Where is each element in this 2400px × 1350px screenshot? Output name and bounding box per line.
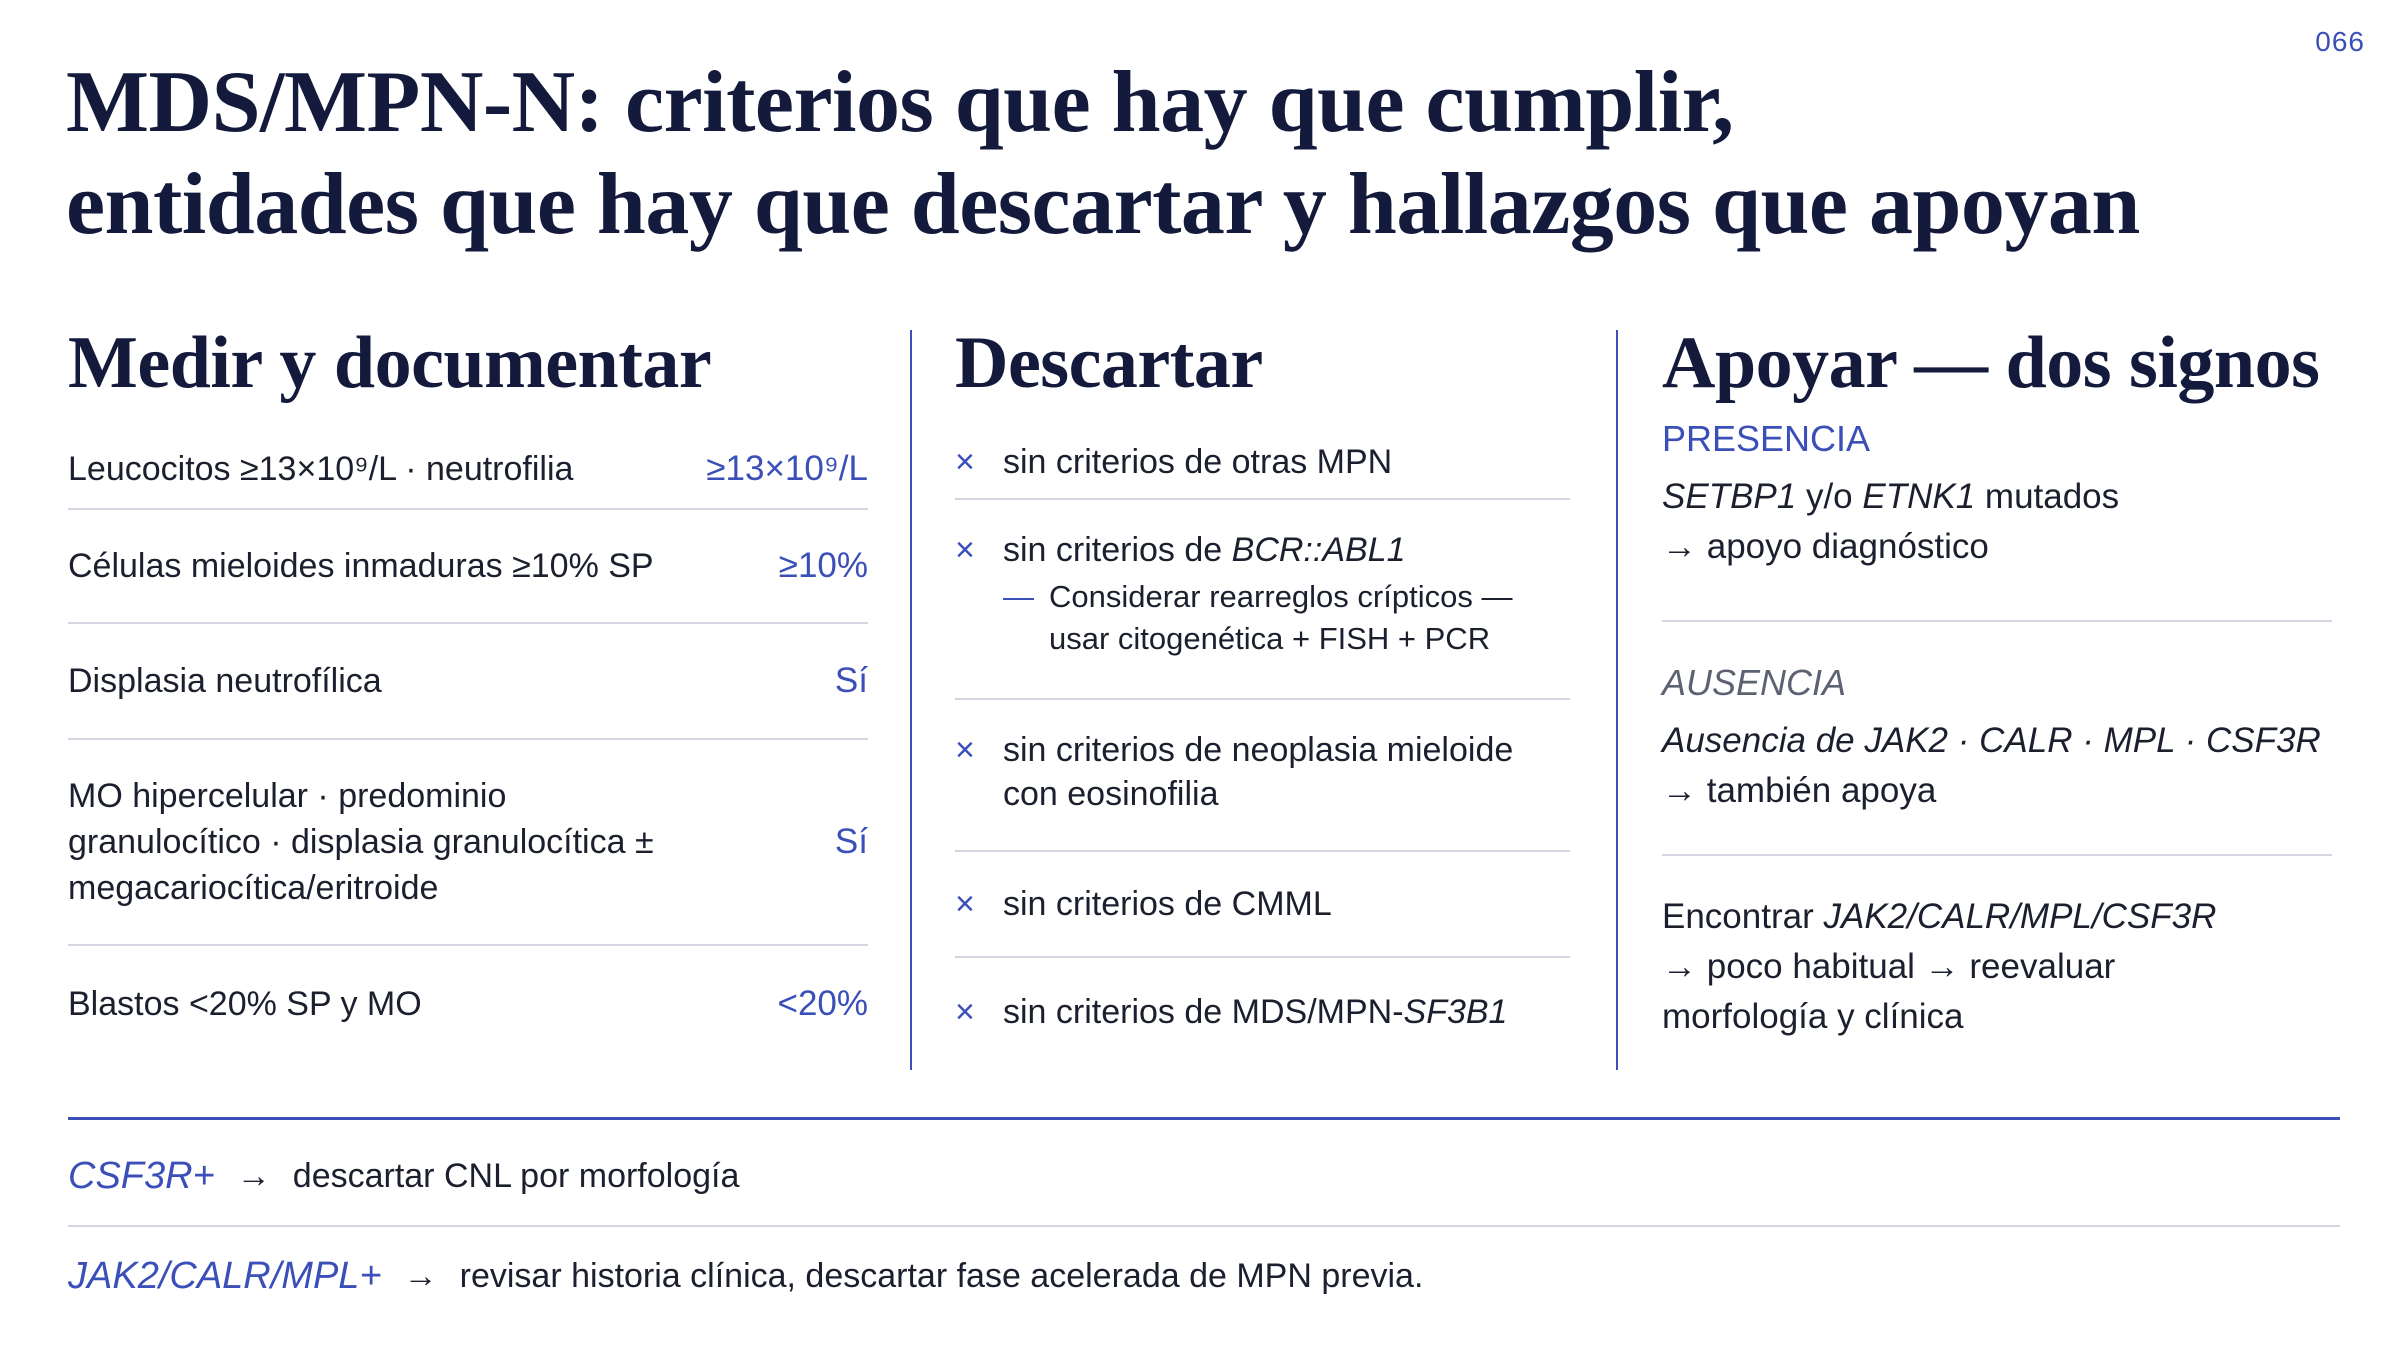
title-line-1: MDS/MPN-N: criterios que hay que cumplir, bbox=[66, 54, 1734, 151]
presence-label: PRESENCIA bbox=[1662, 418, 1871, 459]
exclusion-subnote: Considerar rearreglos crípticos — usar citogenética + FISH + PCR bbox=[1049, 579, 1513, 656]
footnote-key: CSF3R+ bbox=[68, 1154, 215, 1197]
exclusion-item bbox=[955, 426, 1570, 500]
criteria-label: MO hipercelular · predominio granulocítico · displasia granulocítica ± megacariocítica/eritroide bbox=[68, 777, 654, 907]
dash-icon: — bbox=[1003, 579, 1034, 614]
absence-label: AUSENCIA bbox=[1662, 662, 1847, 703]
exclusion-text: sin criterios de CMML bbox=[1003, 885, 1332, 923]
cross-icon: × bbox=[955, 993, 975, 1031]
absence-block bbox=[1662, 622, 2332, 856]
exclusion-item bbox=[955, 852, 1570, 958]
criteria-value: Sí bbox=[834, 661, 868, 700]
page-title bbox=[66, 52, 2306, 256]
exclusion-item bbox=[955, 500, 1570, 700]
criteria-value: <20% bbox=[777, 984, 868, 1023]
presence-text: mutados bbox=[1975, 477, 2120, 516]
column-divider bbox=[1616, 330, 1618, 1070]
criteria-row bbox=[68, 740, 868, 946]
gene-name: SETBP1 bbox=[1662, 477, 1797, 516]
exclude-heading: Descartar bbox=[955, 322, 1263, 404]
title-line-2: entidades que hay que descartar y hallazgos que apoyan bbox=[66, 156, 2140, 253]
criteria-label: Células mieloides inmaduras ≥10% SP bbox=[68, 547, 654, 585]
criteria-label: Displasia neutrofílica bbox=[68, 662, 382, 700]
arrow-icon: → bbox=[236, 1156, 271, 1195]
footnote-key: JAK2/CALR/MPL+ bbox=[68, 1254, 382, 1297]
presence-block bbox=[1662, 416, 2332, 622]
criteria-value: ≥13×10⁹/L bbox=[706, 449, 868, 488]
measure-column bbox=[68, 318, 868, 1062]
support-heading: Apoyar — dos signos bbox=[1662, 322, 2320, 404]
criteria-row bbox=[68, 946, 868, 1062]
footnote bbox=[68, 1250, 2340, 1302]
measure-heading: Medir y documentar bbox=[68, 322, 712, 404]
absence-text: Ausencia de JAK2 · CALR · MPL · CSF3R bbox=[1662, 721, 2321, 760]
footnote-divider bbox=[68, 1225, 2340, 1227]
unexpected-finding-block bbox=[1662, 856, 2332, 1042]
gene-name: JAK2/CALR/MPL/CSF3R bbox=[1823, 897, 2217, 936]
criteria-row bbox=[68, 430, 868, 510]
arrow-icon: → bbox=[403, 1256, 438, 1295]
exclude-column bbox=[955, 318, 1570, 1066]
footnote-text: revisar historia clínica, descartar fase acelerada de MPN previa. bbox=[459, 1256, 1424, 1295]
absence-conclusion: → también apoya bbox=[1662, 771, 1937, 810]
exclusion-item bbox=[955, 700, 1570, 852]
criteria-row bbox=[68, 510, 868, 624]
cross-icon: × bbox=[955, 443, 975, 481]
criteria-label: Leucocitos ≥13×10⁹/L · neutrofilia bbox=[68, 450, 574, 488]
exclusion-item bbox=[955, 958, 1570, 1066]
finding-line: morfología y clínica bbox=[1662, 997, 1964, 1036]
criteria-value: Sí bbox=[834, 822, 868, 861]
criteria-value: ≥10% bbox=[778, 546, 868, 585]
exclusion-text: sin criterios de MDS/MPN- bbox=[1003, 993, 1404, 1031]
exclusion-text: sin criterios de otras MPN bbox=[1003, 443, 1393, 481]
cross-icon: × bbox=[955, 531, 975, 569]
gene-name: SF3B1 bbox=[1403, 993, 1508, 1031]
column-divider bbox=[910, 330, 912, 1070]
bottom-divider bbox=[68, 1117, 2340, 1120]
gene-name: BCR::ABL1 bbox=[1231, 531, 1406, 569]
gene-name: ETNK1 bbox=[1862, 477, 1976, 516]
exclusion-text: sin criterios de neoplasia mieloide con eosinofilia bbox=[1003, 731, 1514, 813]
finding-line: → poco habitual → reevaluar bbox=[1662, 947, 2116, 986]
criteria-label: Blastos <20% SP y MO bbox=[68, 985, 422, 1023]
presence-conclusion: → apoyo diagnóstico bbox=[1662, 527, 1989, 566]
cross-icon: × bbox=[955, 885, 975, 923]
exclusion-text: sin criterios de bbox=[1003, 531, 1232, 569]
footnote bbox=[68, 1150, 2340, 1202]
criteria-row bbox=[68, 624, 868, 740]
page-number: 066 bbox=[2315, 26, 2365, 57]
footnote-text: descartar CNL por morfología bbox=[292, 1156, 740, 1195]
finding-text: Encontrar bbox=[1662, 897, 1824, 936]
support-column bbox=[1662, 318, 2332, 1042]
cross-icon: × bbox=[955, 731, 975, 769]
connector-text: y/o bbox=[1796, 477, 1863, 516]
